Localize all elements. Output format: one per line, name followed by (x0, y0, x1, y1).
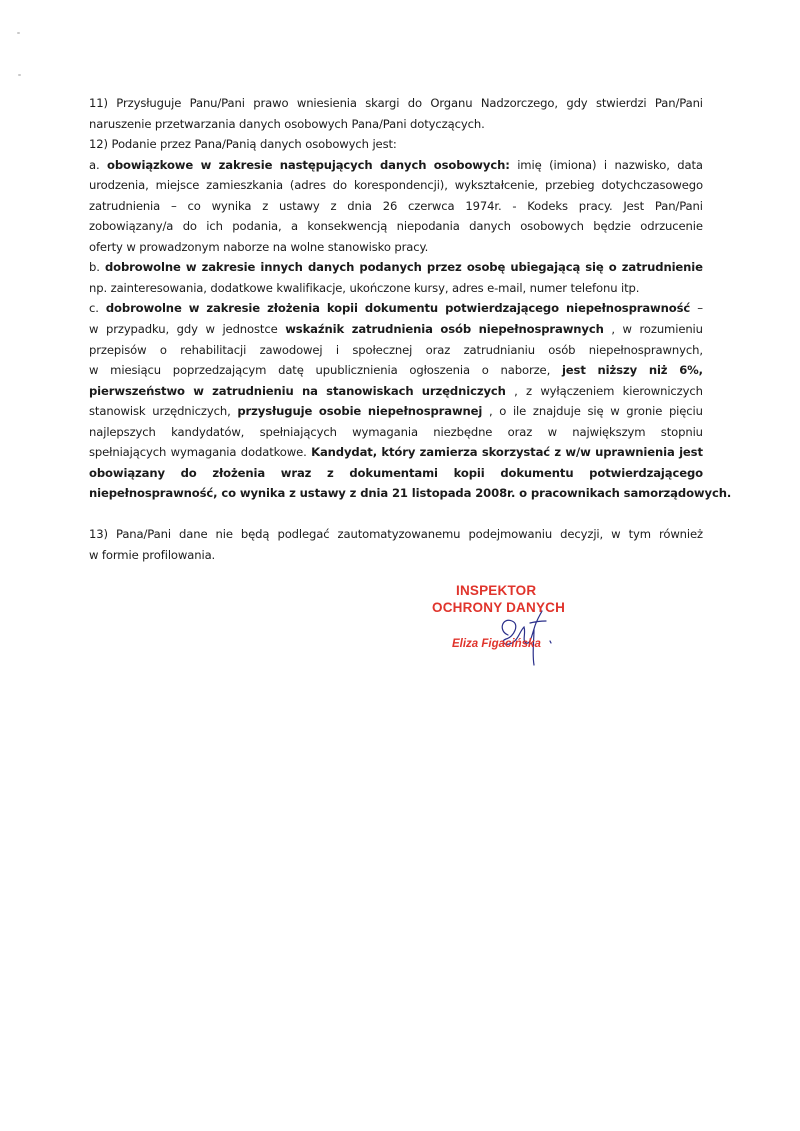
text-line (89, 319, 703, 340)
word: w (547, 424, 557, 439)
text-line (89, 278, 703, 299)
word: data (677, 157, 703, 172)
text-line (89, 381, 703, 402)
word: Organu (430, 96, 473, 110)
word: 1974r. (465, 198, 502, 213)
word: dotychczasowego (601, 178, 703, 193)
word: zatrudnianiu (463, 342, 535, 357)
word: Pan/Pani (654, 96, 703, 110)
word: pracy. (578, 198, 613, 213)
word: niepełnosprawnych, (588, 342, 703, 357)
bold-word: przysługuje (237, 404, 313, 419)
word: zatrudnienia (89, 198, 161, 213)
word: kandydatów, (171, 424, 245, 439)
word: , (611, 322, 615, 337)
bold-word: wraz (280, 465, 312, 480)
word: wynika (211, 198, 252, 213)
word: będą (240, 527, 270, 542)
word: dodatkowe. (240, 445, 307, 460)
word: Pan/Pani (654, 198, 703, 213)
text-line (89, 401, 703, 422)
bold-word: uprawnienia (595, 445, 675, 460)
bold-word: z (554, 445, 562, 460)
word: przypadku, (105, 322, 170, 337)
word: spełniających (89, 445, 167, 460)
word: co (187, 198, 201, 213)
bold-word: niepełnosprawność (565, 301, 691, 316)
stamp-subtitle: OCHRONY DANYCH (432, 600, 566, 615)
word: b. (89, 260, 100, 275)
word: zawodowej (259, 342, 323, 357)
word: a (291, 219, 298, 234)
word: (adres (289, 178, 326, 193)
word: – (697, 301, 703, 316)
text-run: w formie profilowania. (89, 548, 216, 563)
word: w (622, 322, 632, 337)
document-body (89, 93, 732, 566)
word: wykształcenie, (454, 178, 539, 193)
bold-word: urzędniczych (421, 383, 506, 398)
word: 26 (382, 198, 398, 213)
bold-word: do (180, 465, 197, 480)
bold-word: zakresie (206, 301, 261, 316)
word: przepisów (89, 342, 147, 357)
word: decyzji, (560, 527, 604, 542)
inspector-stamp (432, 579, 592, 679)
bold-word: osobę (466, 260, 506, 275)
bold-word: zatrudnienie (621, 260, 703, 275)
text-run: oferty w prowadzonym naborze na wolne stanowisko pracy. (89, 239, 429, 254)
word: naborze, (500, 363, 551, 378)
word: miejsce (155, 178, 200, 193)
word: niezbędne (433, 424, 493, 439)
word: upublicznienia (315, 363, 398, 378)
word: i (335, 342, 340, 357)
bold-word: niż (648, 363, 668, 378)
word: się (587, 404, 604, 419)
text-line (89, 216, 703, 237)
word: wyłączeniem (540, 383, 615, 398)
word: o (159, 342, 167, 357)
stamp-name: Eliza Figacińska (452, 638, 541, 650)
word: 13) (89, 527, 108, 542)
bold-word: dokumentu (500, 465, 574, 480)
word: w (89, 322, 99, 337)
text-line (89, 545, 703, 566)
bold-word: złożenia (267, 301, 320, 316)
bold-word: dobrowolne (105, 301, 182, 316)
bold-word: w (200, 157, 212, 172)
word: stanowisk (89, 404, 146, 419)
word: gdy (176, 322, 198, 337)
text-line (89, 298, 703, 319)
bold-word: potwierdzającego (589, 465, 703, 480)
word: Panu/Pani (189, 96, 245, 110)
text-run: naruszenie przetwarzania danych osobowych Pana/Pani dotyczących. (89, 116, 485, 131)
word: wymagania (352, 424, 418, 439)
word: kierowniczych (622, 383, 703, 398)
bold-word: przez (426, 260, 462, 275)
bold-word: skorzystać (481, 445, 551, 460)
word: niepodania (396, 219, 460, 234)
word: osobowych (520, 219, 584, 234)
text-line (89, 340, 703, 361)
word: c. (89, 301, 99, 316)
word: w (611, 527, 621, 542)
bold-word: się (585, 260, 604, 275)
bold-word: zakresie (218, 157, 273, 172)
bold-word: osób (440, 322, 472, 337)
word: datę (278, 363, 304, 378)
word: gronie (626, 404, 663, 419)
word: społecznej (352, 342, 413, 357)
word: rozumieniu (639, 322, 703, 337)
text-run: np. zainteresowania, dodatkowe kwalifikacje, ukończone kursy, adres e-mail, numer telefonu itp. (89, 280, 640, 295)
bold-word: 6%, (679, 363, 703, 378)
word: również (658, 527, 703, 542)
stamp-title: INSPEKTOR (456, 583, 537, 598)
paragraph-gap (89, 504, 703, 525)
word: dane (179, 527, 208, 542)
word: ile (512, 404, 527, 419)
word: ogłoszenia (409, 363, 470, 378)
word: konsekwencją (307, 219, 388, 234)
word: ustawy (279, 198, 320, 213)
bold-word: osobowych: (433, 157, 510, 172)
word: wymagania (170, 445, 237, 460)
bold-word: zakresie (201, 260, 256, 275)
word: poprzedzającym (172, 363, 267, 378)
scan-speck (17, 32, 20, 34)
text-line (89, 93, 703, 114)
word: wniesienia (296, 96, 357, 110)
word: nie (215, 527, 233, 542)
bold-word: potwierdzającego (445, 301, 559, 316)
word: imię (517, 157, 542, 172)
word: Pana/Pani (115, 527, 171, 542)
bold-word: obowiązany (89, 465, 165, 480)
bold-word: Kandydat, (311, 445, 378, 460)
word: stwierdzi (595, 96, 647, 110)
bold-word: kopii (326, 301, 358, 316)
bold-word: w (193, 383, 204, 398)
word: do (407, 96, 422, 110)
bold-word: pierwszeństwo (89, 383, 185, 398)
bold-word: ubiegającą (510, 260, 581, 275)
bold-word: obowiązkowe (107, 157, 194, 172)
text-line (89, 257, 703, 278)
word: znajduje (532, 404, 581, 419)
text-line (89, 442, 703, 463)
word: urzędniczych, (152, 404, 231, 419)
bold-word: danych (307, 260, 355, 275)
bold-word: dokumentu (364, 301, 439, 316)
word: urodzenia, (89, 178, 149, 193)
word: podlegać (277, 527, 330, 542)
word: największym (572, 424, 646, 439)
word: odrzucenie (640, 219, 703, 234)
word: w (205, 322, 215, 337)
word: z (330, 198, 337, 213)
bold-word: z (327, 465, 334, 480)
word: z (262, 198, 269, 213)
scan-speck (18, 74, 21, 76)
bold-word: o (608, 260, 617, 275)
word: stopniu (660, 424, 703, 439)
word: korespondencji), (353, 178, 448, 193)
word: w (89, 363, 99, 378)
word: o (499, 404, 507, 419)
bold-word: stanowiskach (326, 383, 414, 398)
word: do (182, 219, 197, 234)
text-run: 12) Podanie przez Pana/Panią danych osobowych jest: (89, 137, 397, 152)
bold-word: następujących (279, 157, 373, 172)
word: zobowiązany/a (89, 219, 174, 234)
word: , (514, 383, 518, 398)
word: osób (548, 342, 576, 357)
word: Jest (623, 198, 645, 213)
word: danych (469, 219, 511, 234)
bold-word: który (381, 445, 416, 460)
word: będzie (593, 219, 631, 234)
word: – (170, 198, 177, 213)
word: przebieg (545, 178, 595, 193)
bold-word: jest (679, 445, 703, 460)
text-line (89, 422, 703, 443)
bold-word: dobrowolne (104, 260, 181, 275)
bold-word: w (188, 301, 200, 316)
word: spełniających (259, 424, 337, 439)
bold-word: osobie (318, 404, 362, 419)
bold-word: zatrudnieniu (212, 383, 294, 398)
bold-word: wskaźnik (285, 322, 345, 337)
word: nazwisko, (614, 157, 670, 172)
word: (imiona) (549, 157, 597, 172)
bold-word: jest (561, 363, 586, 378)
word: prawo (253, 96, 289, 110)
word: pięciu (668, 404, 703, 419)
bold-word: złożenia (212, 465, 266, 480)
word: oraz (425, 342, 451, 357)
word: miesiącu (110, 363, 161, 378)
word: 11) (89, 96, 108, 110)
text-line (89, 175, 703, 196)
bold-word: w/w (565, 445, 591, 460)
word: podania, (232, 219, 282, 234)
bold-word: niższy (597, 363, 638, 378)
bold-word: innych (260, 260, 303, 275)
word: ich (206, 219, 223, 234)
bold-word: zamierza (419, 445, 478, 460)
text-line (89, 524, 703, 545)
text-line (89, 483, 732, 504)
text-line (89, 360, 703, 381)
word: Kodeks (527, 198, 568, 213)
word: gdy (566, 96, 588, 110)
word: podejmowaniu (468, 527, 553, 542)
word: Przysługuje (116, 96, 182, 110)
word: czerwca (408, 198, 455, 213)
word: - (512, 198, 517, 213)
text-line (89, 237, 703, 258)
bold-word: dokumentami (349, 465, 438, 480)
bold-word: danych (379, 157, 427, 172)
word: w (610, 404, 620, 419)
bold-word: niepełnosprawnej (367, 404, 483, 419)
word: skargi (365, 96, 400, 110)
word: z (526, 383, 532, 398)
word: tym (628, 527, 651, 542)
word: oraz (507, 424, 533, 439)
word: Nadzorczego, (480, 96, 558, 110)
word: o (481, 363, 489, 378)
word: rehabilitacji (180, 342, 247, 357)
bold-word: kopii (453, 465, 485, 480)
bold-text-run: niepełnosprawność, co wynika z ustawy z dnia 21 listopada 2008r. o pracownikach samorządowych. (89, 486, 732, 501)
word: , (488, 404, 493, 419)
word: dnia (347, 198, 372, 213)
text-line (89, 196, 703, 217)
word: i (603, 157, 608, 172)
word: najlepszych (89, 424, 156, 439)
bold-word: zatrudnienia (351, 322, 433, 337)
text-line (89, 155, 703, 176)
bold-word: w (185, 260, 197, 275)
word: jednostce (222, 322, 278, 337)
text-line (89, 463, 703, 484)
word: a. (89, 157, 100, 172)
bold-word: na (302, 383, 318, 398)
word: do (332, 178, 348, 193)
bold-word: niepełnosprawnych (478, 322, 604, 337)
text-line (89, 134, 703, 155)
word: zamieszkania (206, 178, 283, 193)
word: zautomatyzowanemu (337, 527, 461, 542)
text-line (89, 114, 703, 135)
bold-word: podanych (359, 260, 422, 275)
